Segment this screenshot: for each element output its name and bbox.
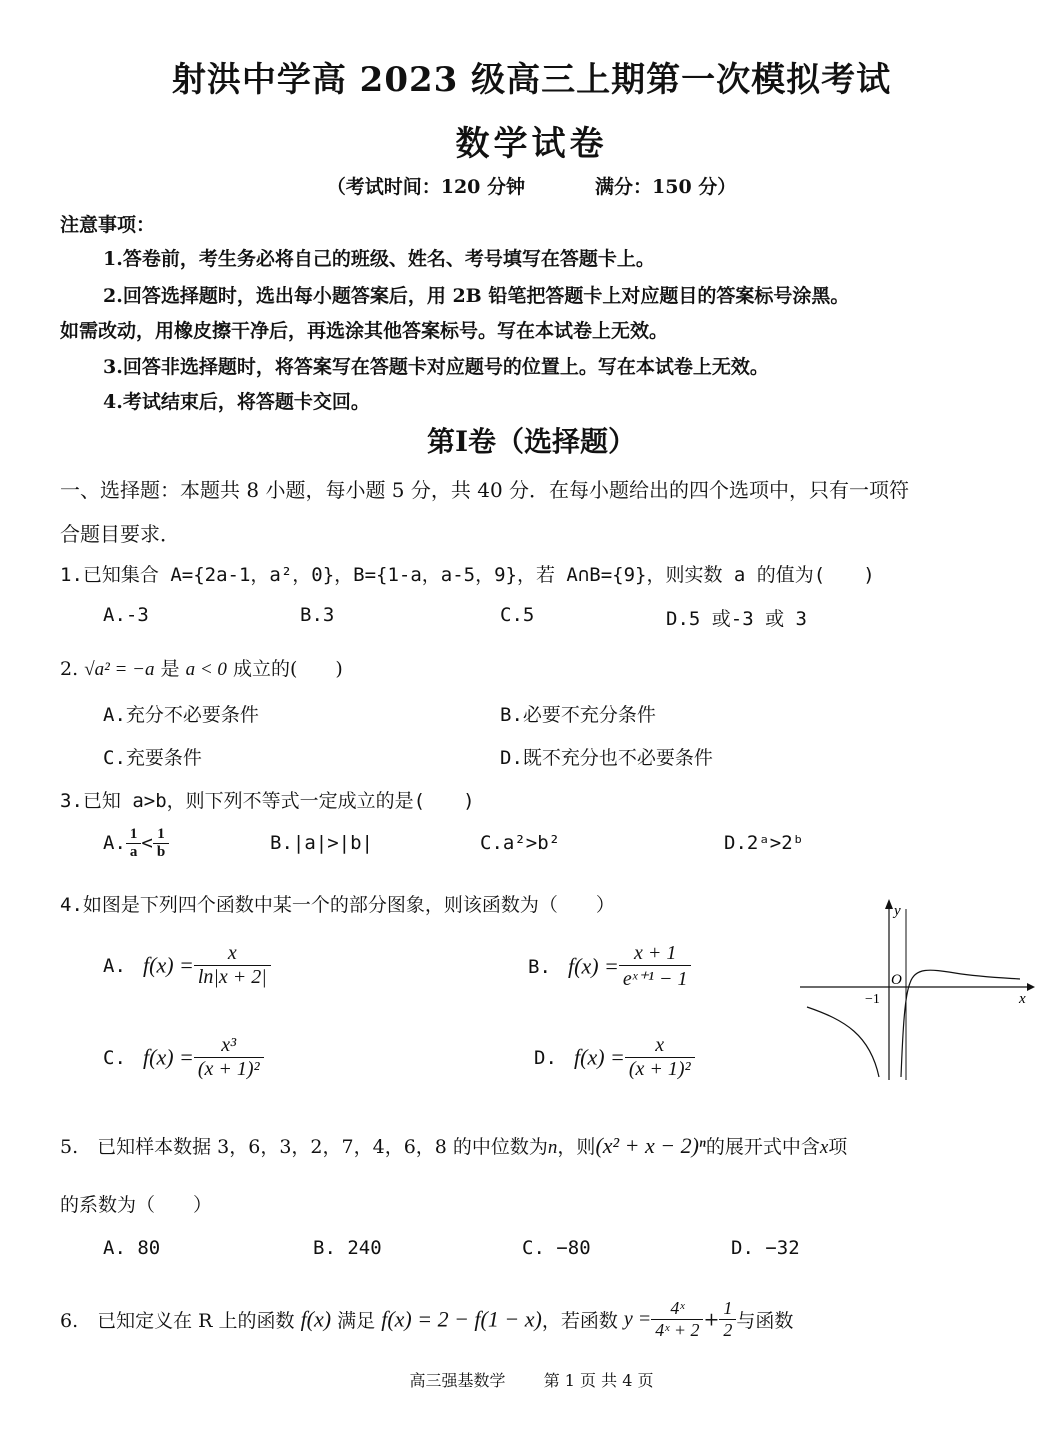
frac-den: 2 <box>723 1320 733 1340</box>
section-intro-1: 一、选择题：本题共 8 小题，每小题 5 分，共 40 分．在每小题给出的四个选项中，只有一项符 <box>60 478 910 502</box>
footer-course: 高三强基数学 <box>409 1371 506 1390</box>
question-2-mid: 是 <box>160 658 180 680</box>
question-6-stem <box>60 1298 793 1341</box>
question-3-option-a-label: A. <box>103 832 126 854</box>
notice-item-2-cont: 如需改动，用橡皮擦干净后，再选涂其他答案标号。写在本试卷上无效。 <box>60 320 669 342</box>
option-label: B. <box>528 955 551 978</box>
graph-left-branch <box>807 1007 879 1077</box>
question-6-fraction <box>651 1298 703 1341</box>
question-5-option-c: C. −80 <box>522 1237 591 1259</box>
exam-time: （考试时间：120 分钟 <box>326 176 525 198</box>
frac-den: (x + 1)² <box>628 1058 691 1080</box>
x-axis-arrow-icon <box>1027 983 1035 991</box>
stem-text: 项 <box>828 1136 848 1158</box>
question-4-option-b <box>528 942 691 991</box>
question-3-option-a <box>103 826 169 861</box>
frac-num: 4ˣ <box>651 1298 703 1320</box>
stem-text: ，则 <box>557 1136 596 1158</box>
question-1-stem: 1.已知集合 A={2a-1，a²，0}，B={1-a，a-5，9}，若 A∩B={9}，则实数 a 的值为( ) <box>60 564 875 586</box>
frac-num: x <box>194 942 271 966</box>
question-1-option-a: A.-3 <box>103 604 149 626</box>
graph-origin-label: O <box>891 972 902 988</box>
question-3-fraction-1b <box>153 826 169 861</box>
stem-math: y = <box>623 1308 652 1330</box>
stem-math: (x² + x − 2)ⁿ <box>595 1133 706 1158</box>
question-4-option-c <box>103 1034 264 1081</box>
stem-math: f(x) <box>300 1306 332 1332</box>
question-5-option-d: D. −32 <box>731 1237 800 1259</box>
question-2-condition: a < 0 <box>185 659 227 680</box>
function-fraction <box>194 1034 264 1081</box>
notice-heading: 注意事项： <box>60 214 156 236</box>
section-intro-2: 合题目要求． <box>60 522 180 546</box>
y-axis-arrow-icon <box>885 899 893 909</box>
frac-den: a <box>129 844 138 860</box>
question-2-option-c: C.充要条件 <box>103 747 202 769</box>
stem-text: 满足 <box>337 1310 376 1332</box>
frac-den: ln|x + 2| <box>197 966 267 988</box>
function-lhs: f(x) = <box>143 952 194 978</box>
notice-item-4: 4.考试结束后，将答题卡交回。 <box>103 391 370 413</box>
stem-text: 6. 已知定义在 R 上的函数 <box>60 1310 295 1332</box>
frac-num: 1 <box>126 826 142 844</box>
graph-y-label: y <box>894 903 901 919</box>
question-4-stem: 4.如图是下列四个函数中某一个的部分图象，则该函数为（ ） <box>60 894 615 916</box>
question-3-fraction-1a <box>126 826 142 861</box>
question-5-stem-cont: 的系数为（ ） <box>60 1194 213 1216</box>
notice-item-1: 1.答卷前，考生务必将自己的班级、姓名、考号填写在答题卡上。 <box>103 248 655 270</box>
question-3-stem: 3.已知 a>b，则下列不等式一定成立的是( ) <box>60 790 475 812</box>
option-label: C. <box>103 1046 126 1069</box>
question-2-tail: 成立的( ) <box>232 658 343 680</box>
option-label: A. <box>103 954 126 977</box>
question-3-option-d: D.2ᵃ>2ᵇ <box>724 832 805 854</box>
graph-right-branch <box>901 970 1020 1077</box>
question-5-option-b: B. 240 <box>313 1237 382 1259</box>
notice-item-2: 2.回答选择题时，选出每小题答案后，用 2B 铅笔把答题卡上对应题目的答案标号涂黑。 <box>103 285 850 307</box>
frac-num: x³ <box>194 1034 264 1058</box>
exam-info <box>0 172 1063 199</box>
frac-num: 1 <box>153 826 169 844</box>
page-footer <box>0 1368 1063 1391</box>
question-4-option-d <box>534 1034 695 1081</box>
function-lhs: f(x) = <box>574 1044 625 1070</box>
question-5-stem <box>60 1132 847 1159</box>
function-lhs: f(x) = <box>568 953 619 979</box>
stem-text: 与函数 <box>736 1310 794 1332</box>
footer-page-number: 第 1 页 共 4 页 <box>543 1371 654 1390</box>
graph-tick-label: −1 <box>865 992 880 1007</box>
question-2-expression: √a² = −a <box>84 659 155 680</box>
section-title: 第I卷（选择题） <box>426 425 637 458</box>
graph-x-label: x <box>1019 991 1026 1007</box>
frac-num: x + 1 <box>619 942 692 966</box>
question-1-option-b: B.3 <box>300 604 335 626</box>
exam-score: 满分：150 分） <box>595 176 737 198</box>
option-label: D. <box>534 1046 557 1069</box>
stem-text: ，若函数 <box>541 1310 618 1332</box>
frac-den: b <box>156 844 166 860</box>
question-2-option-a: A.充分不必要条件 <box>103 704 259 726</box>
function-fraction <box>194 942 271 989</box>
stem-math: f(x) = 2 − f(1 − x) <box>381 1306 542 1332</box>
stem-math: n <box>547 1137 558 1158</box>
stem-math: x <box>819 1137 829 1158</box>
question-1-option-c: C.5 <box>500 604 535 626</box>
question-5-option-a: A. 80 <box>103 1237 161 1259</box>
question-2-stem <box>60 654 343 681</box>
question-6-half <box>719 1298 736 1341</box>
frac-num: x <box>625 1034 695 1058</box>
question-3-option-c: C.a²>b² <box>480 832 561 854</box>
notice-item-3: 3.回答非选择题时，将答案写在答题卡对应题号的位置上。写在本试卷上无效。 <box>103 356 769 378</box>
question-4-function-graph <box>795 895 1035 1085</box>
question-2-option-b: B.必要不充分条件 <box>500 704 656 726</box>
question-3-lt: < <box>141 832 153 854</box>
stem-text: 5. 已知样本数据 3，6，3，2，7，4，6，8 的中位数为 <box>60 1136 548 1158</box>
frac-den: 4ˣ + 2 <box>655 1320 700 1340</box>
frac-den: (x + 1)² <box>197 1058 260 1080</box>
stem-math: + <box>703 1308 720 1331</box>
question-2-number: 2. <box>60 658 79 680</box>
question-2-option-d: D.既不充分也不必要条件 <box>500 747 713 769</box>
question-1-option-d: D.5 或-3 或 3 <box>666 608 807 630</box>
question-3-option-b: B.|a|>|b| <box>270 832 373 854</box>
function-fraction <box>619 942 692 991</box>
frac-den: eˣ⁺¹ − 1 <box>622 968 688 990</box>
stem-text: 的展开式中含 <box>705 1136 820 1158</box>
function-fraction <box>625 1034 695 1081</box>
frac-num: 1 <box>719 1298 736 1320</box>
exam-subject: 数学试卷 <box>455 124 608 164</box>
function-lhs: f(x) = <box>143 1044 194 1070</box>
question-4-option-a <box>103 942 271 989</box>
exam-title: 射洪中学高 2023 级高三上期第一次模拟考试 <box>171 60 892 100</box>
